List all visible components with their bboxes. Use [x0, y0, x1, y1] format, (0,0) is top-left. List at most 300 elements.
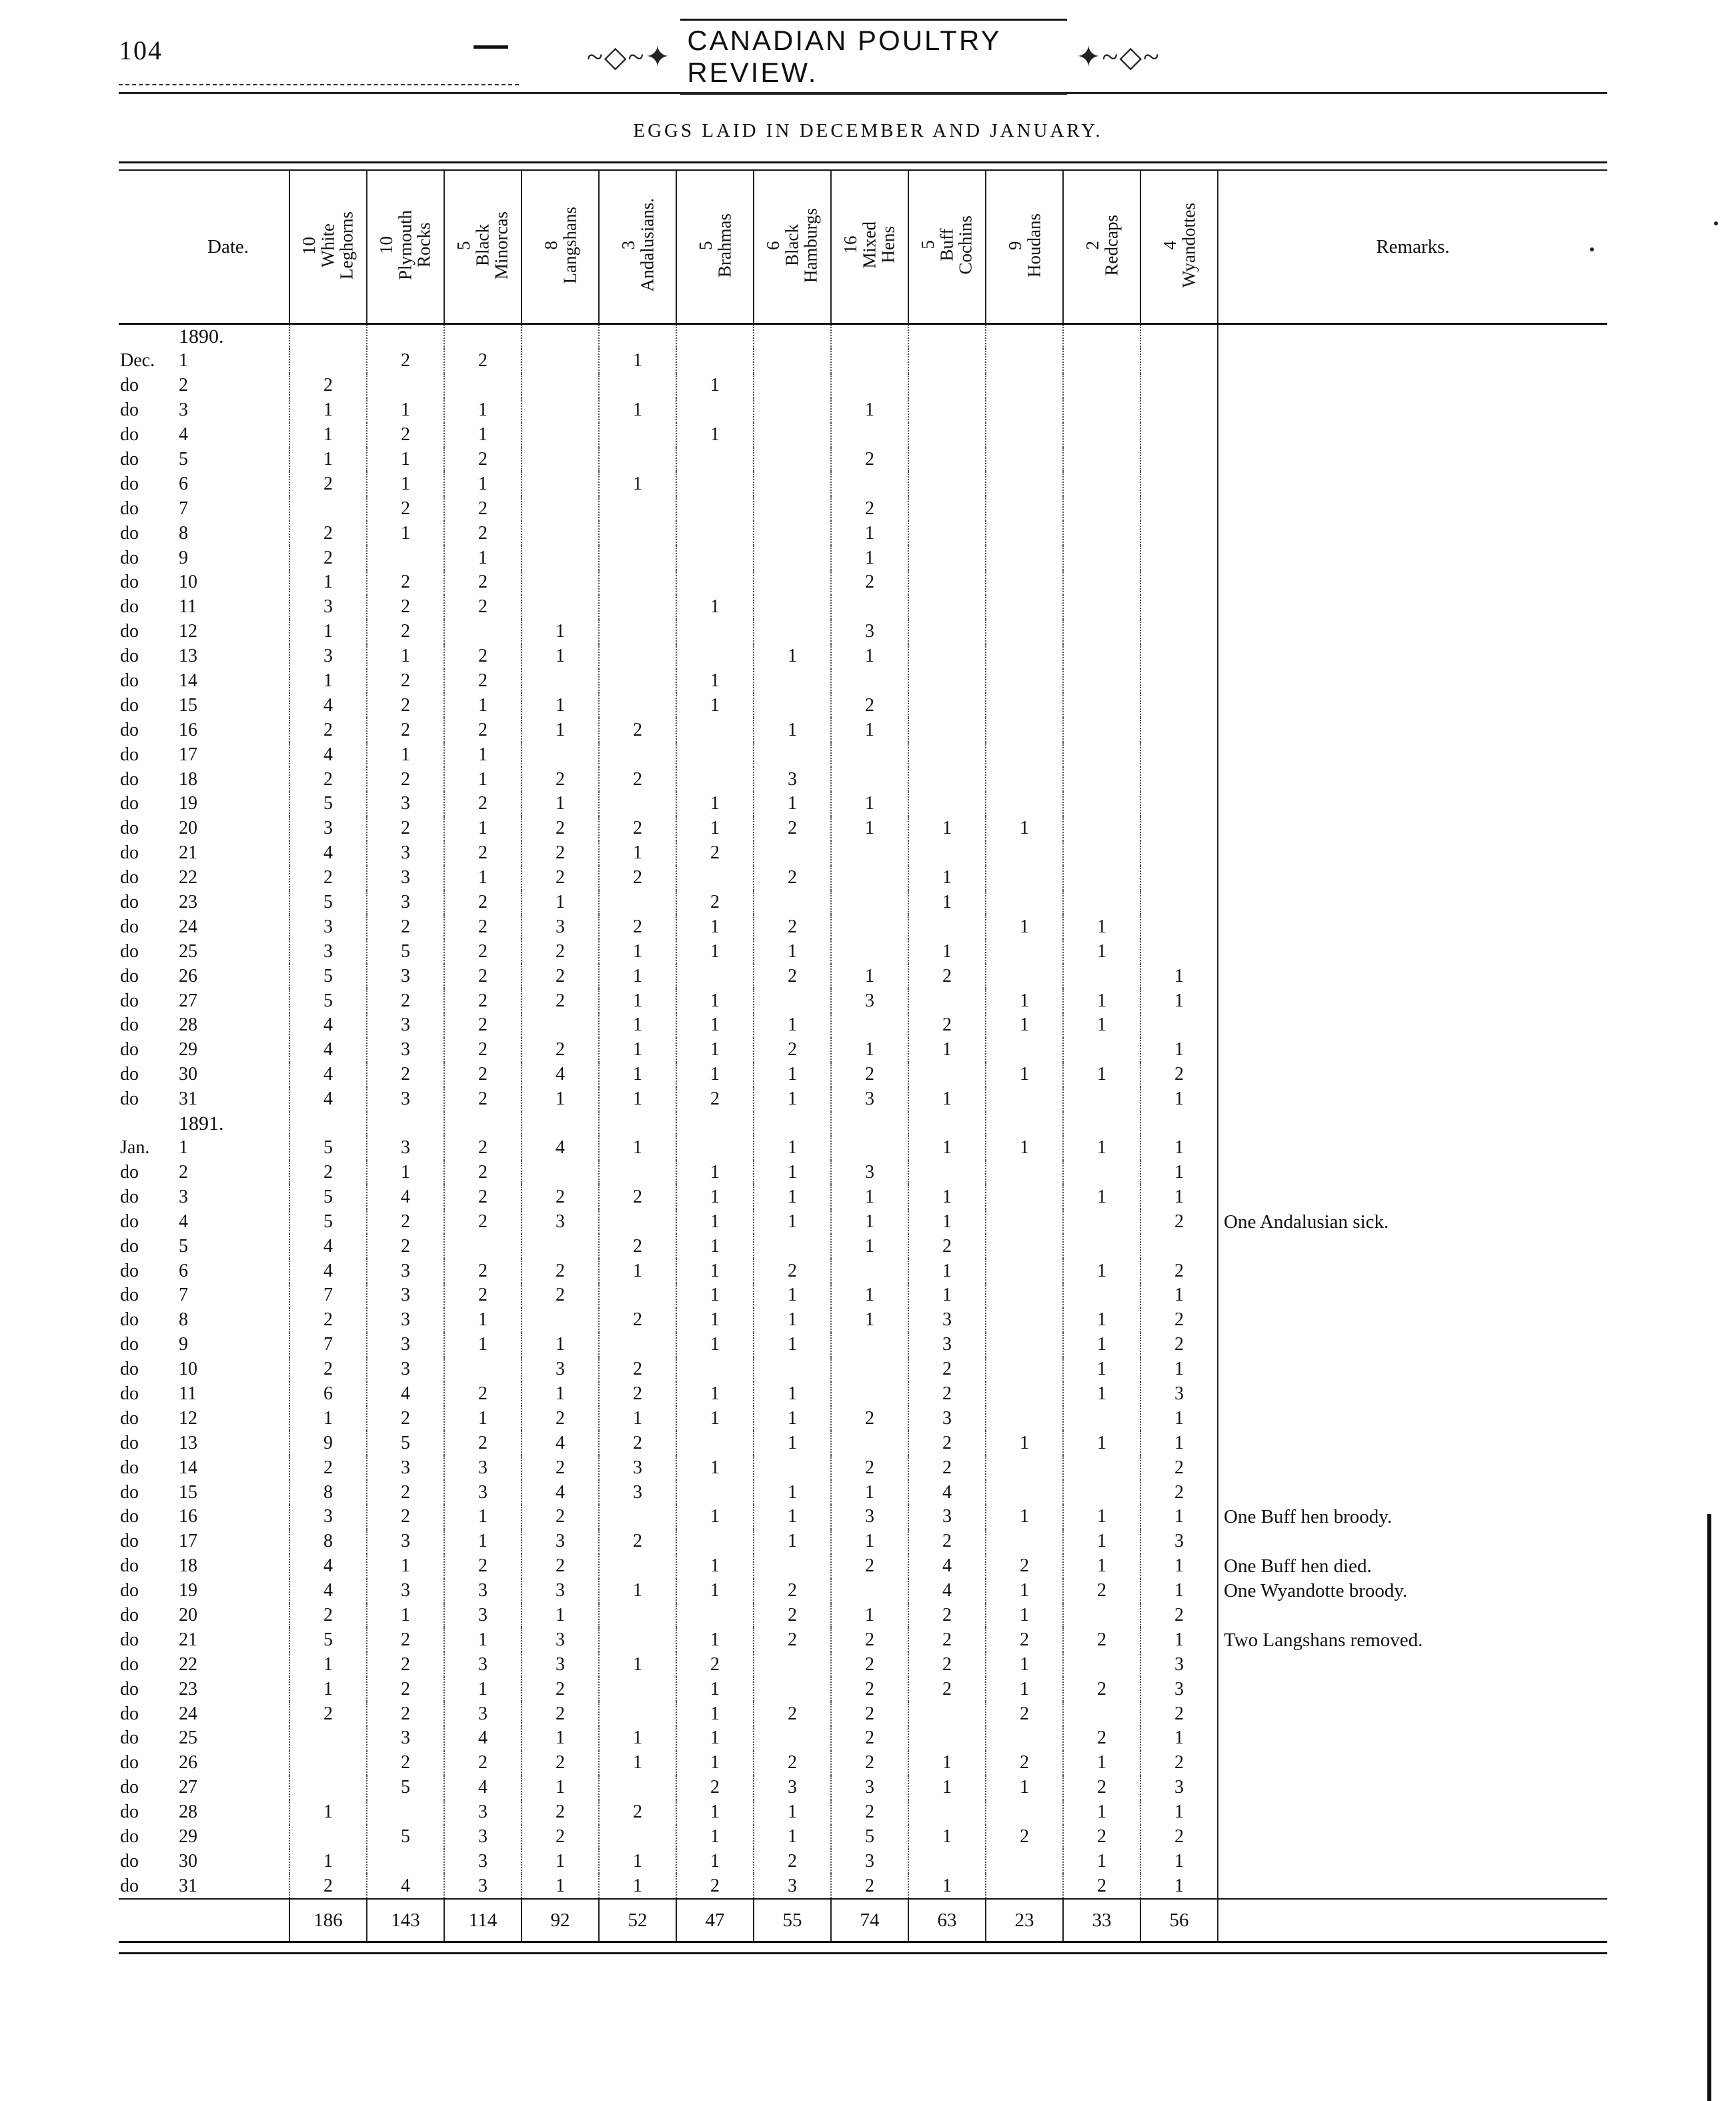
egg-count-cell — [986, 1333, 1063, 1357]
egg-count-cell: 2 — [908, 1652, 986, 1677]
table-title: EGGS LAID IN DECEMBER AND JANUARY. — [633, 120, 1103, 141]
day-cell: 22 — [179, 1653, 197, 1675]
table-row — [119, 742, 1607, 767]
egg-count-cell: 1 — [831, 1185, 908, 1209]
month-cell: do — [120, 400, 139, 421]
speck — [1714, 221, 1718, 225]
egg-count-cell — [1063, 890, 1140, 915]
month-cell: Jan. — [120, 1137, 150, 1159]
month-cell: do — [120, 1703, 139, 1724]
egg-count-cell: 2 — [444, 841, 522, 866]
table-row — [119, 669, 1607, 694]
egg-count-cell: 1 — [1140, 1554, 1218, 1579]
month-cell: do — [120, 1777, 139, 1798]
egg-count-cell: 2 — [522, 1038, 599, 1063]
table-row — [119, 816, 1607, 841]
egg-count-cell: 5 — [831, 1825, 908, 1850]
egg-count-cell: 1 — [444, 1406, 522, 1431]
remark-cell — [1218, 866, 1607, 890]
remark-cell — [1218, 546, 1607, 570]
page-edge-mark — [1707, 1514, 1711, 2101]
remark-cell: Two Langshans removed. — [1218, 1627, 1607, 1652]
day-cell: 15 — [179, 1481, 197, 1503]
month-cell: do — [120, 694, 139, 716]
egg-count-cell: 1 — [908, 1209, 986, 1234]
egg-count-cell — [831, 1136, 908, 1161]
egg-count-cell — [831, 742, 908, 767]
breed-header — [599, 171, 676, 324]
egg-count-cell: 2 — [831, 1751, 908, 1776]
egg-count-cell: 4 — [289, 1234, 367, 1259]
egg-count-cell: 1 — [676, 1849, 754, 1874]
egg-count-cell — [908, 1161, 986, 1185]
total-cell: 33 — [1063, 1899, 1140, 1942]
egg-count-cell: 2 — [986, 1751, 1063, 1776]
egg-count-cell: 2 — [367, 620, 444, 644]
egg-count-cell: 1 — [676, 1701, 754, 1726]
egg-count-cell: 3 — [522, 914, 599, 939]
egg-count-cell: 2 — [599, 1800, 676, 1825]
egg-count-cell: 2 — [367, 1701, 444, 1726]
table-cell — [986, 1112, 1063, 1136]
egg-count-cell: 4 — [289, 1087, 367, 1112]
egg-count-cell: 5 — [289, 1136, 367, 1161]
egg-count-cell: 3 — [908, 1406, 986, 1431]
egg-count-cell: 2 — [1140, 1480, 1218, 1505]
table-row — [119, 693, 1607, 718]
table-row — [119, 866, 1607, 890]
egg-count-cell — [1063, 349, 1140, 374]
egg-count-cell: 1 — [599, 472, 676, 496]
egg-count-cell: 2 — [599, 1382, 676, 1407]
egg-count-cell: 2 — [908, 1529, 986, 1554]
egg-count-cell: 1 — [1140, 1849, 1218, 1874]
egg-count-cell — [1063, 398, 1140, 423]
egg-count-cell: 3 — [367, 1579, 444, 1603]
egg-count-cell — [289, 496, 367, 521]
egg-table — [119, 171, 1607, 1943]
egg-count-cell: 2 — [444, 988, 522, 1013]
table-row — [119, 1726, 1607, 1751]
egg-count-cell: 2 — [522, 1825, 599, 1850]
egg-count-cell — [754, 570, 831, 595]
egg-count-cell — [908, 1701, 986, 1726]
egg-count-cell — [986, 1259, 1063, 1283]
egg-count-cell: 1 — [986, 1776, 1063, 1800]
egg-count-cell — [754, 742, 831, 767]
egg-count-cell: 1 — [289, 620, 367, 644]
egg-count-cell — [599, 890, 676, 915]
month-cell: do — [120, 1407, 139, 1429]
egg-count-cell — [986, 1455, 1063, 1480]
egg-count-cell — [1140, 693, 1218, 718]
egg-count-cell: 2 — [444, 914, 522, 939]
egg-count-cell: 4 — [289, 1013, 367, 1038]
egg-count-cell — [908, 423, 986, 448]
egg-count-cell: 2 — [754, 1849, 831, 1874]
remark-cell — [1218, 890, 1607, 915]
egg-count-cell — [754, 595, 831, 620]
egg-count-cell — [444, 374, 522, 398]
egg-count-cell: 1 — [444, 423, 522, 448]
egg-count-cell: 1 — [599, 398, 676, 423]
remark-cell — [1218, 1185, 1607, 1209]
egg-count-cell: 2 — [522, 866, 599, 890]
egg-count-cell: 2 — [289, 1308, 367, 1333]
egg-count-cell: 3 — [367, 1455, 444, 1480]
table-cell — [444, 1112, 522, 1136]
egg-count-cell: 1 — [754, 1800, 831, 1825]
day-cell: 10 — [179, 572, 197, 593]
egg-count-cell: 2 — [367, 496, 444, 521]
egg-count-cell: 4 — [444, 1776, 522, 1800]
egg-count-cell — [1063, 1406, 1140, 1431]
egg-count-cell: 2 — [908, 1431, 986, 1455]
egg-count-cell — [676, 472, 754, 496]
remark-cell — [1218, 1038, 1607, 1063]
remark-cell — [1218, 496, 1607, 521]
egg-count-cell — [676, 866, 754, 890]
total-cell: 23 — [986, 1899, 1063, 1942]
egg-count-cell — [676, 1529, 754, 1554]
egg-count-cell: 1 — [1063, 1013, 1140, 1038]
egg-count-cell — [599, 423, 676, 448]
egg-count-cell: 2 — [444, 669, 522, 694]
egg-count-cell — [986, 1185, 1063, 1209]
egg-count-cell — [754, 398, 831, 423]
egg-count-cell: 1 — [754, 1063, 831, 1087]
egg-count-cell: 1 — [908, 1136, 986, 1161]
table-row — [119, 1259, 1607, 1283]
egg-count-cell: 1 — [289, 1849, 367, 1874]
table-cell — [831, 324, 908, 349]
egg-count-cell: 2 — [444, 1038, 522, 1063]
egg-count-cell: 1 — [289, 423, 367, 448]
egg-count-cell: 4 — [289, 841, 367, 866]
egg-count-cell — [522, 1013, 599, 1038]
egg-count-cell: 1 — [599, 1652, 676, 1677]
egg-count-cell: 3 — [289, 939, 367, 964]
egg-count-cell — [1063, 595, 1140, 620]
remark-cell — [1218, 1652, 1607, 1677]
day-cell: 8 — [179, 522, 188, 544]
egg-count-cell: 2 — [831, 1652, 908, 1677]
egg-count-cell: 1 — [754, 1161, 831, 1185]
egg-count-cell: 2 — [367, 423, 444, 448]
egg-count-cell: 5 — [367, 939, 444, 964]
remark-cell — [1218, 1259, 1607, 1283]
egg-count-cell: 2 — [908, 1455, 986, 1480]
egg-count-cell: 4 — [289, 1063, 367, 1087]
egg-count-cell — [986, 1038, 1063, 1063]
egg-count-cell: 2 — [1063, 1726, 1140, 1751]
egg-count-cell: 1 — [1140, 1431, 1218, 1455]
egg-count-cell — [522, 398, 599, 423]
egg-count-cell: 1 — [444, 398, 522, 423]
egg-count-cell: 1 — [599, 1087, 676, 1112]
egg-count-cell: 1 — [1063, 914, 1140, 939]
remark-cell — [1218, 1455, 1607, 1480]
table-row — [119, 1505, 1607, 1529]
egg-count-cell — [599, 1209, 676, 1234]
egg-count-cell: 2 — [289, 767, 367, 792]
egg-count-cell: 2 — [444, 1283, 522, 1308]
egg-count-cell: 1 — [444, 816, 522, 841]
remark-cell — [1218, 1480, 1607, 1505]
egg-count-cell — [986, 472, 1063, 496]
egg-count-cell: 3 — [1140, 1382, 1218, 1407]
egg-count-cell — [908, 570, 986, 595]
egg-count-cell — [1140, 866, 1218, 890]
egg-count-cell — [1063, 1087, 1140, 1112]
breed-header — [444, 171, 522, 324]
bottom-rule — [119, 1952, 1607, 1954]
table-cell — [676, 324, 754, 349]
egg-count-cell: 1 — [1140, 1627, 1218, 1652]
month-cell: do — [120, 916, 139, 937]
egg-count-cell: 2 — [444, 890, 522, 915]
egg-count-cell — [908, 620, 986, 644]
egg-count-cell — [522, 1161, 599, 1185]
month-cell: do — [120, 1555, 139, 1577]
breed-header-label: 5 Black Minorcas — [454, 211, 512, 279]
egg-count-cell: 2 — [444, 644, 522, 669]
egg-count-cell: 3 — [444, 1874, 522, 1899]
egg-count-cell: 3 — [289, 816, 367, 841]
month-cell: do — [120, 1727, 139, 1749]
month-cell: do — [120, 1802, 139, 1823]
egg-count-cell — [986, 496, 1063, 521]
egg-count-cell: 1 — [908, 1185, 986, 1209]
egg-count-cell: 1 — [754, 939, 831, 964]
egg-count-cell: 1 — [986, 1136, 1063, 1161]
egg-count-cell — [908, 546, 986, 570]
egg-count-cell: 1 — [444, 1529, 522, 1554]
egg-count-cell: 2 — [831, 1874, 908, 1899]
day-cell: 19 — [179, 1580, 197, 1601]
masthead — [587, 27, 1160, 87]
egg-count-cell: 3 — [367, 866, 444, 890]
day-cell: 23 — [179, 892, 197, 913]
breed-header-label: 3 Andalusians. — [618, 198, 657, 292]
total-cell: 56 — [1140, 1899, 1218, 1942]
egg-count-cell: 2 — [367, 718, 444, 742]
remark-cell — [1218, 718, 1607, 742]
month-cell: do — [120, 596, 139, 618]
egg-count-cell: 1 — [367, 1554, 444, 1579]
month-cell: do — [120, 1014, 139, 1036]
egg-count-cell: 2 — [754, 1751, 831, 1776]
month-cell: do — [120, 646, 139, 667]
egg-count-cell — [289, 1825, 367, 1850]
egg-count-cell: 2 — [1063, 1776, 1140, 1800]
egg-count-cell — [1063, 1652, 1140, 1677]
egg-count-cell: 1 — [1063, 1063, 1140, 1087]
egg-count-cell: 2 — [367, 1627, 444, 1652]
dash-mark — [474, 45, 508, 49]
remark-cell — [1218, 1701, 1607, 1726]
month-cell: do — [120, 990, 139, 1011]
day-cell: 28 — [179, 1014, 197, 1036]
egg-count-cell: 2 — [444, 1209, 522, 1234]
egg-count-cell: 1 — [676, 1627, 754, 1652]
remark-cell — [1218, 1800, 1607, 1825]
breed-header-label: 10 Plymouth Rocks — [376, 209, 435, 281]
table-row — [119, 472, 1607, 496]
egg-count-cell: 3 — [367, 1726, 444, 1751]
egg-count-cell: 1 — [522, 1382, 599, 1407]
egg-count-cell: 3 — [908, 1333, 986, 1357]
total-cell: 47 — [676, 1899, 754, 1942]
remark-cell: One Buff hen broody. — [1218, 1505, 1607, 1529]
day-cell: 26 — [179, 1752, 197, 1774]
egg-count-cell: 2 — [444, 1554, 522, 1579]
egg-count-cell — [1063, 521, 1140, 546]
egg-count-cell — [986, 718, 1063, 742]
egg-count-cell: 3 — [522, 1627, 599, 1652]
total-cell: 74 — [831, 1899, 908, 1942]
remark-cell — [1218, 1874, 1607, 1899]
egg-count-cell — [986, 374, 1063, 398]
day-cell: 4 — [179, 424, 188, 446]
egg-count-cell: 2 — [1063, 1677, 1140, 1701]
breed-header-label: 9 Houdans — [1004, 213, 1044, 277]
egg-count-cell — [986, 1357, 1063, 1382]
egg-count-cell: 2 — [367, 1751, 444, 1776]
egg-count-cell: 1 — [599, 1136, 676, 1161]
egg-count-cell — [986, 841, 1063, 866]
egg-count-cell: 2 — [599, 816, 676, 841]
egg-count-cell: 3 — [831, 1849, 908, 1874]
egg-count-cell: 2 — [676, 841, 754, 866]
egg-count-cell: 2 — [444, 1751, 522, 1776]
table-cell — [831, 1112, 908, 1136]
table-cell — [522, 324, 599, 349]
egg-count-cell: 1 — [986, 816, 1063, 841]
egg-count-cell — [676, 644, 754, 669]
egg-count-cell: 1 — [1140, 1283, 1218, 1308]
egg-count-cell: 1 — [522, 620, 599, 644]
egg-count-cell — [986, 866, 1063, 890]
egg-count-cell — [754, 423, 831, 448]
remark-cell — [1218, 1603, 1607, 1628]
egg-count-cell: 1 — [1140, 1357, 1218, 1382]
remark-cell — [1218, 964, 1607, 988]
egg-count-cell — [1063, 841, 1140, 866]
egg-count-cell: 2 — [831, 1677, 908, 1701]
egg-count-cell: 1 — [1140, 1038, 1218, 1063]
egg-count-cell — [908, 718, 986, 742]
egg-count-cell: 1 — [289, 448, 367, 472]
remark-cell — [1218, 669, 1607, 694]
egg-count-cell: 3 — [367, 792, 444, 816]
egg-count-cell — [754, 841, 831, 866]
day-cell: 20 — [179, 1604, 197, 1625]
egg-count-cell — [754, 620, 831, 644]
day-cell: 23 — [179, 1678, 197, 1699]
egg-count-cell: 2 — [676, 1652, 754, 1677]
remark-cell — [1218, 472, 1607, 496]
day-cell: 16 — [179, 1506, 197, 1527]
header-rule — [119, 92, 1607, 94]
egg-count-cell: 2 — [754, 1038, 831, 1063]
egg-count-cell — [367, 1849, 444, 1874]
egg-count-cell: 1 — [831, 718, 908, 742]
egg-count-cell — [986, 398, 1063, 423]
egg-count-cell: 1 — [599, 841, 676, 866]
egg-count-cell: 2 — [367, 669, 444, 694]
egg-count-cell: 2 — [522, 988, 599, 1013]
egg-count-cell: 3 — [599, 1455, 676, 1480]
egg-count-cell: 1 — [522, 1776, 599, 1800]
egg-count-cell — [986, 448, 1063, 472]
egg-count-cell — [986, 964, 1063, 988]
egg-count-cell — [908, 521, 986, 546]
egg-count-cell: 3 — [367, 1283, 444, 1308]
egg-count-cell: 1 — [599, 1751, 676, 1776]
egg-count-cell — [831, 1431, 908, 1455]
egg-count-cell: 8 — [289, 1480, 367, 1505]
month-cell: do — [120, 1481, 139, 1503]
egg-count-cell — [908, 841, 986, 866]
egg-count-cell: 3 — [831, 1161, 908, 1185]
egg-count-cell — [754, 546, 831, 570]
egg-count-cell: 2 — [289, 1603, 367, 1628]
egg-count-cell — [831, 349, 908, 374]
month-cell: do — [120, 1580, 139, 1601]
egg-count-cell: 2 — [1063, 1874, 1140, 1899]
day-cell: 14 — [179, 1457, 197, 1478]
egg-count-cell — [986, 570, 1063, 595]
egg-count-cell: 2 — [676, 1874, 754, 1899]
egg-count-cell: 2 — [367, 1209, 444, 1234]
egg-count-cell — [986, 644, 1063, 669]
egg-count-cell — [676, 718, 754, 742]
egg-count-cell: 3 — [289, 1505, 367, 1529]
month-cell: do — [120, 547, 139, 568]
remark-cell — [1218, 644, 1607, 669]
egg-count-cell — [599, 1627, 676, 1652]
egg-count-cell — [522, 669, 599, 694]
table-row — [119, 1357, 1607, 1382]
egg-count-cell: 1 — [754, 1382, 831, 1407]
egg-count-cell — [1063, 1701, 1140, 1726]
egg-count-cell: 1 — [1063, 1185, 1140, 1209]
egg-count-cell: 1 — [676, 1185, 754, 1209]
egg-count-cell: 1 — [1063, 1382, 1140, 1407]
breed-header-label: 6 Black Hamburgs — [763, 207, 822, 283]
egg-count-cell: 2 — [1140, 1603, 1218, 1628]
egg-count-cell: 3 — [367, 964, 444, 988]
table-row — [119, 1677, 1607, 1701]
egg-count-cell: 1 — [599, 964, 676, 988]
egg-count-cell — [908, 1849, 986, 1874]
egg-count-cell: 2 — [289, 718, 367, 742]
egg-count-cell — [599, 521, 676, 546]
egg-count-cell — [986, 767, 1063, 792]
day-cell: 4 — [179, 1211, 188, 1232]
egg-count-cell: 1 — [1140, 1800, 1218, 1825]
egg-count-cell: 1 — [676, 1726, 754, 1751]
egg-count-cell: 2 — [599, 866, 676, 890]
egg-count-cell: 3 — [831, 988, 908, 1013]
month-cell: do — [120, 1604, 139, 1625]
egg-count-cell: 3 — [444, 1849, 522, 1874]
egg-count-cell — [1063, 1603, 1140, 1628]
egg-count-cell — [599, 1161, 676, 1185]
egg-count-cell — [831, 374, 908, 398]
egg-count-cell: 1 — [676, 1677, 754, 1701]
